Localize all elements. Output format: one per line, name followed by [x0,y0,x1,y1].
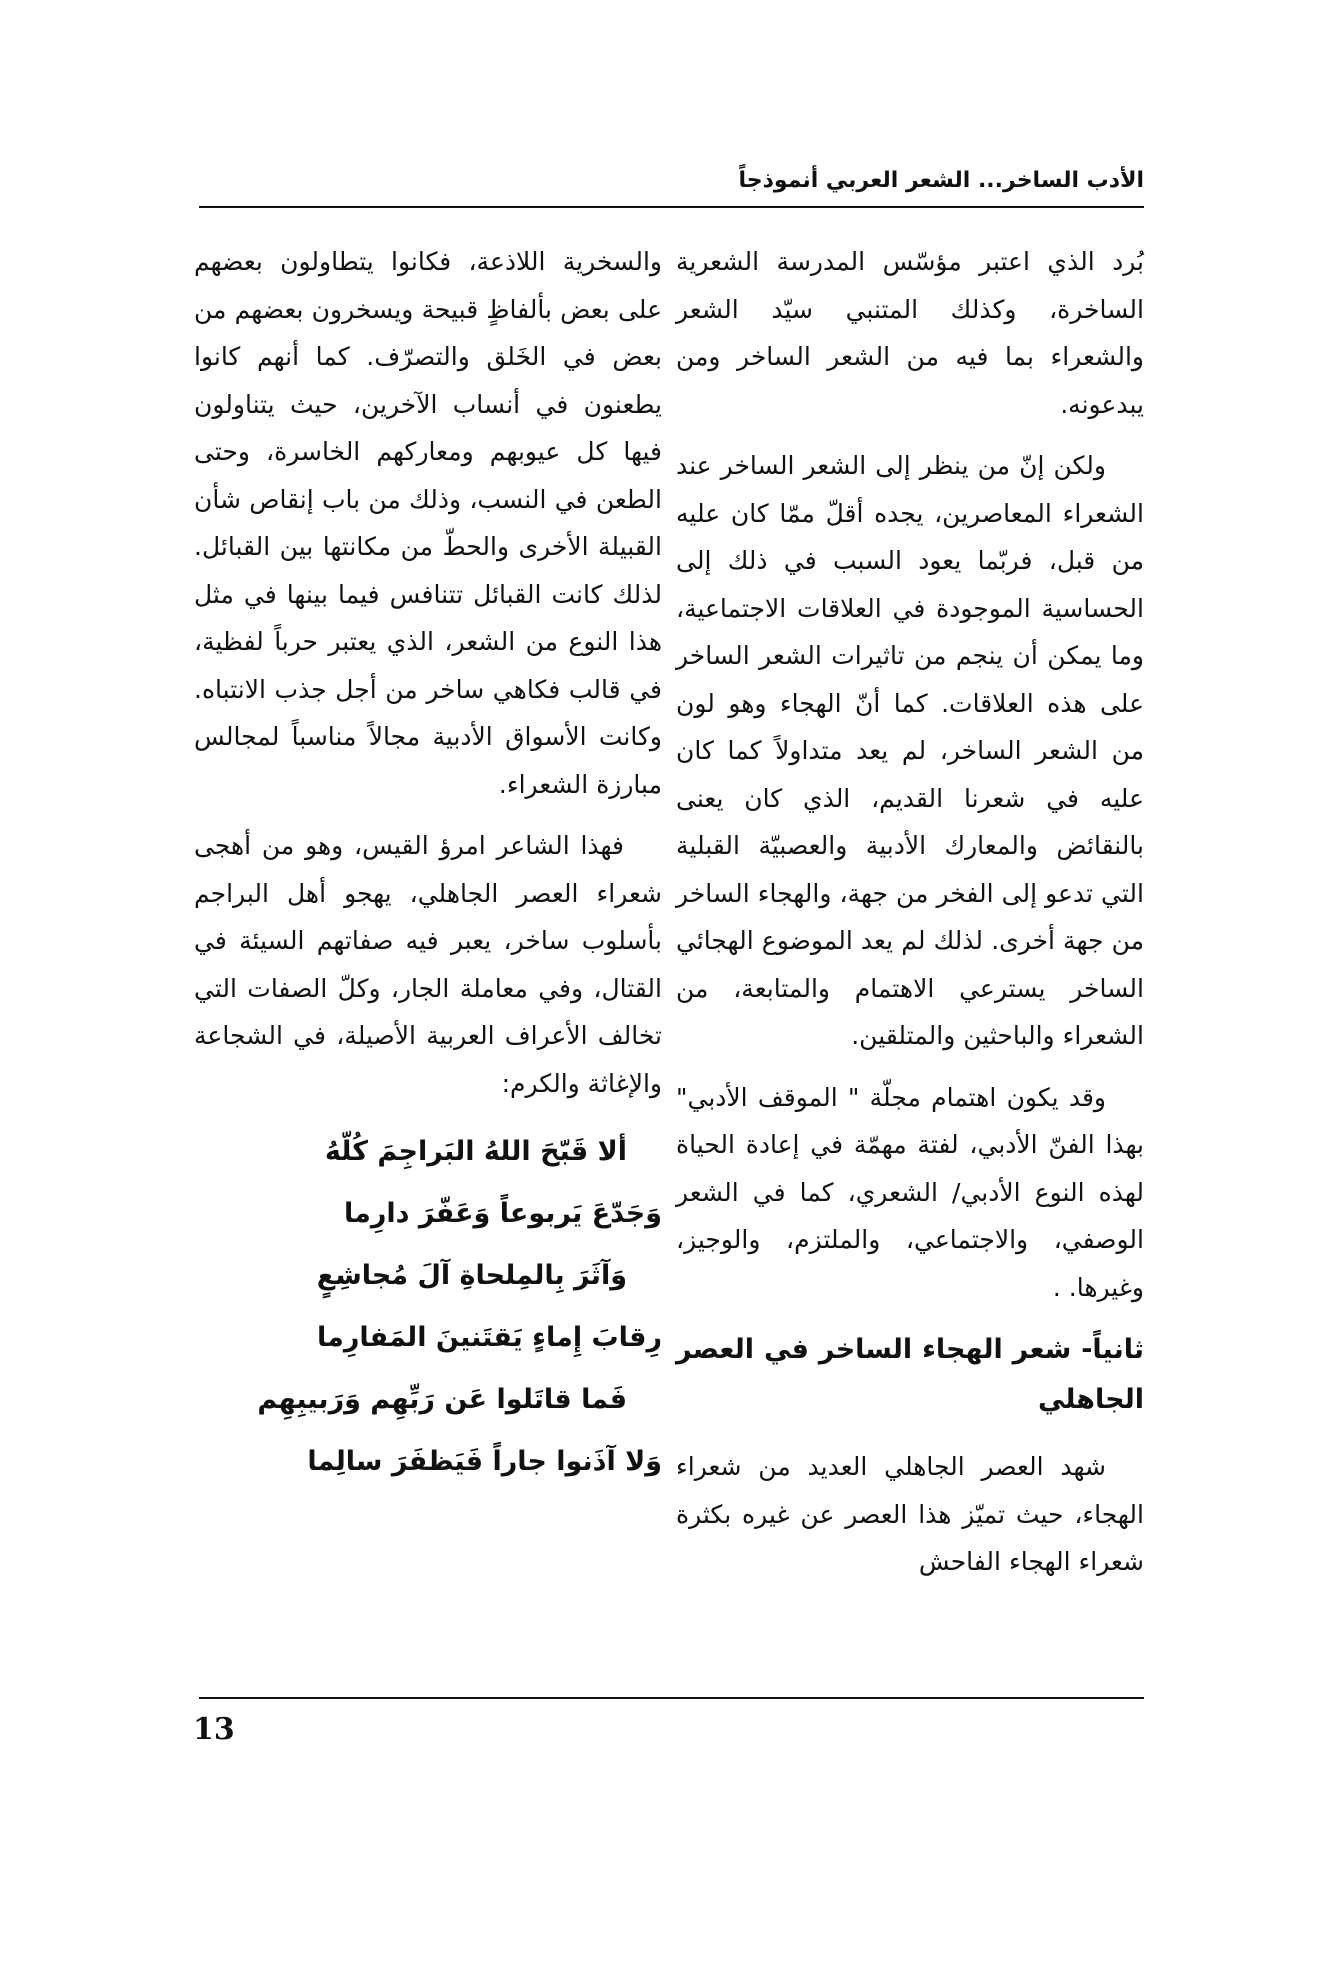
right-text-column [676,238,1144,1600]
poem-verses [194,1121,662,1493]
running-head-title: الأدب الساخر... الشعر العربي أنموذجاً [738,168,1144,193]
verse-line: وَلا آذَنوا جاراً فَيَظفَرَ سالِما [307,1446,662,1477]
paragraph: شهد العصر الجاهلي العديد من شعراء الهجاء، حيث تميّز هذا العصر عن غيره بكثرة شعراء الهجاء الفاحش [676,1452,1144,1576]
footer-rule [199,1697,1144,1699]
paragraph: ولكن إنّ من ينظر إلى الشعر الساخر عند الشعراء المعاصرين، يجده أقلّ ممّا كان عليه من قبل، فربّما يعود السبب في ذلك إلى الحساسية الموجودة في العلاقات الاجتماعية، وما يمكن أن ينجم من تاثيرات الشعر الساخر على هذه العلاقات. كما أنّ الهجاء وهو لون من الشعر الساخر، لم يعد متداولاً كما كان عليه في شعرنا القديم، الذي كان يعنى بالنقائض والمعارك الأدبية والعصبيّة القبلية التي تدعو إلى الفخر من جهة، والهجاء الساخر من جهة أخرى. لذلك لم يعد الموضوع الهجائي الساخر يسترعي الاهتمام والمتابعة، من الشعراء والباحثين والمتلقين. [676,451,1144,1050]
section-heading: ثانياً- شعر الهجاء الساخر في العصر الجاهلي [676,1334,1144,1415]
verse-line: رِقابَ إِماءٍ يَقتَنينَ المَفارِما [316,1322,662,1353]
paragraph: وقد يكون اهتمام مجلّة " الموقف الأدبي" بهذا الفنّ الأدبي، لفتة مهمّة في إعادة الحياة لهذه النوع الأدبي/ الشعري، كما في الشعر الوصفي، والاجتماعي، والملتزم، والوجيز، وغيرها. . [676,1082,1144,1302]
paragraph: بُرد الذي اعتبر مؤسّس المدرسة الشعرية الساخرة، وكذلك المتنبي سيّد الشعر والشعراء بما فيه من الشعر الساخر ومن يبدعونه. [676,247,1144,419]
verse-line: فَما قاتَلوا عَن رَبِّهِم وَرَبيبِهِم [257,1384,627,1415]
header-rule [199,206,1144,208]
page-number: 13 [193,1712,235,1747]
verse-line: ألا قَبّحَ اللهُ البَراجِمَ كُلّهُ [324,1136,627,1167]
paragraph: فهذا الشاعر امرؤ القيس، وهو من أهجى شعراء العصر الجاهلي، يهجو أهل البراجم بأسلوب ساخر، يعبر فيه صفاتهم السيئة في القتال، وفي معاملة الجار، وكلّ الصفات التي تخالف الأعراف العربية الأصيلة، في الشجاعة والإغاثة والكرم: [194,831,662,1098]
verse-line: وَجَدّعَ يَربوعاً وَعَفّرَ دارِما [343,1198,662,1229]
paragraph: والسخرية اللاذعة، فكانوا يتطاولون بعضهم على بعض بألفاظٍ قبيحة ويسخرون بعضهم من بعض في الخَلق والتصرّف. كما أنهم كانوا يطعنون في أنساب الآخرين، حيث يتناولون فيها كل عيوبهم ومعاركهم الخاسرة، وحتى الطعن في النسب، وذلك من باب إنقاص شأن القبيلة الأخرى والحطّ من مكانتها بين القبائل. لذلك كانت القبائل تتنافس فيما بينها في مثل هذا النوع من الشعر، الذي يعتبر حرباً لفظية، في قالب فكاهي ساخر من أجل جذب الانتباه. وكانت الأسواق الأدبية مجالاً مناسباً لمجالس مبارزة الشعراء. [194,247,662,799]
left-text-column [194,238,662,1493]
verse-line: وَآثَرَ بِالمِلحاةِ آلَ مُجاشِعٍ [316,1260,627,1291]
